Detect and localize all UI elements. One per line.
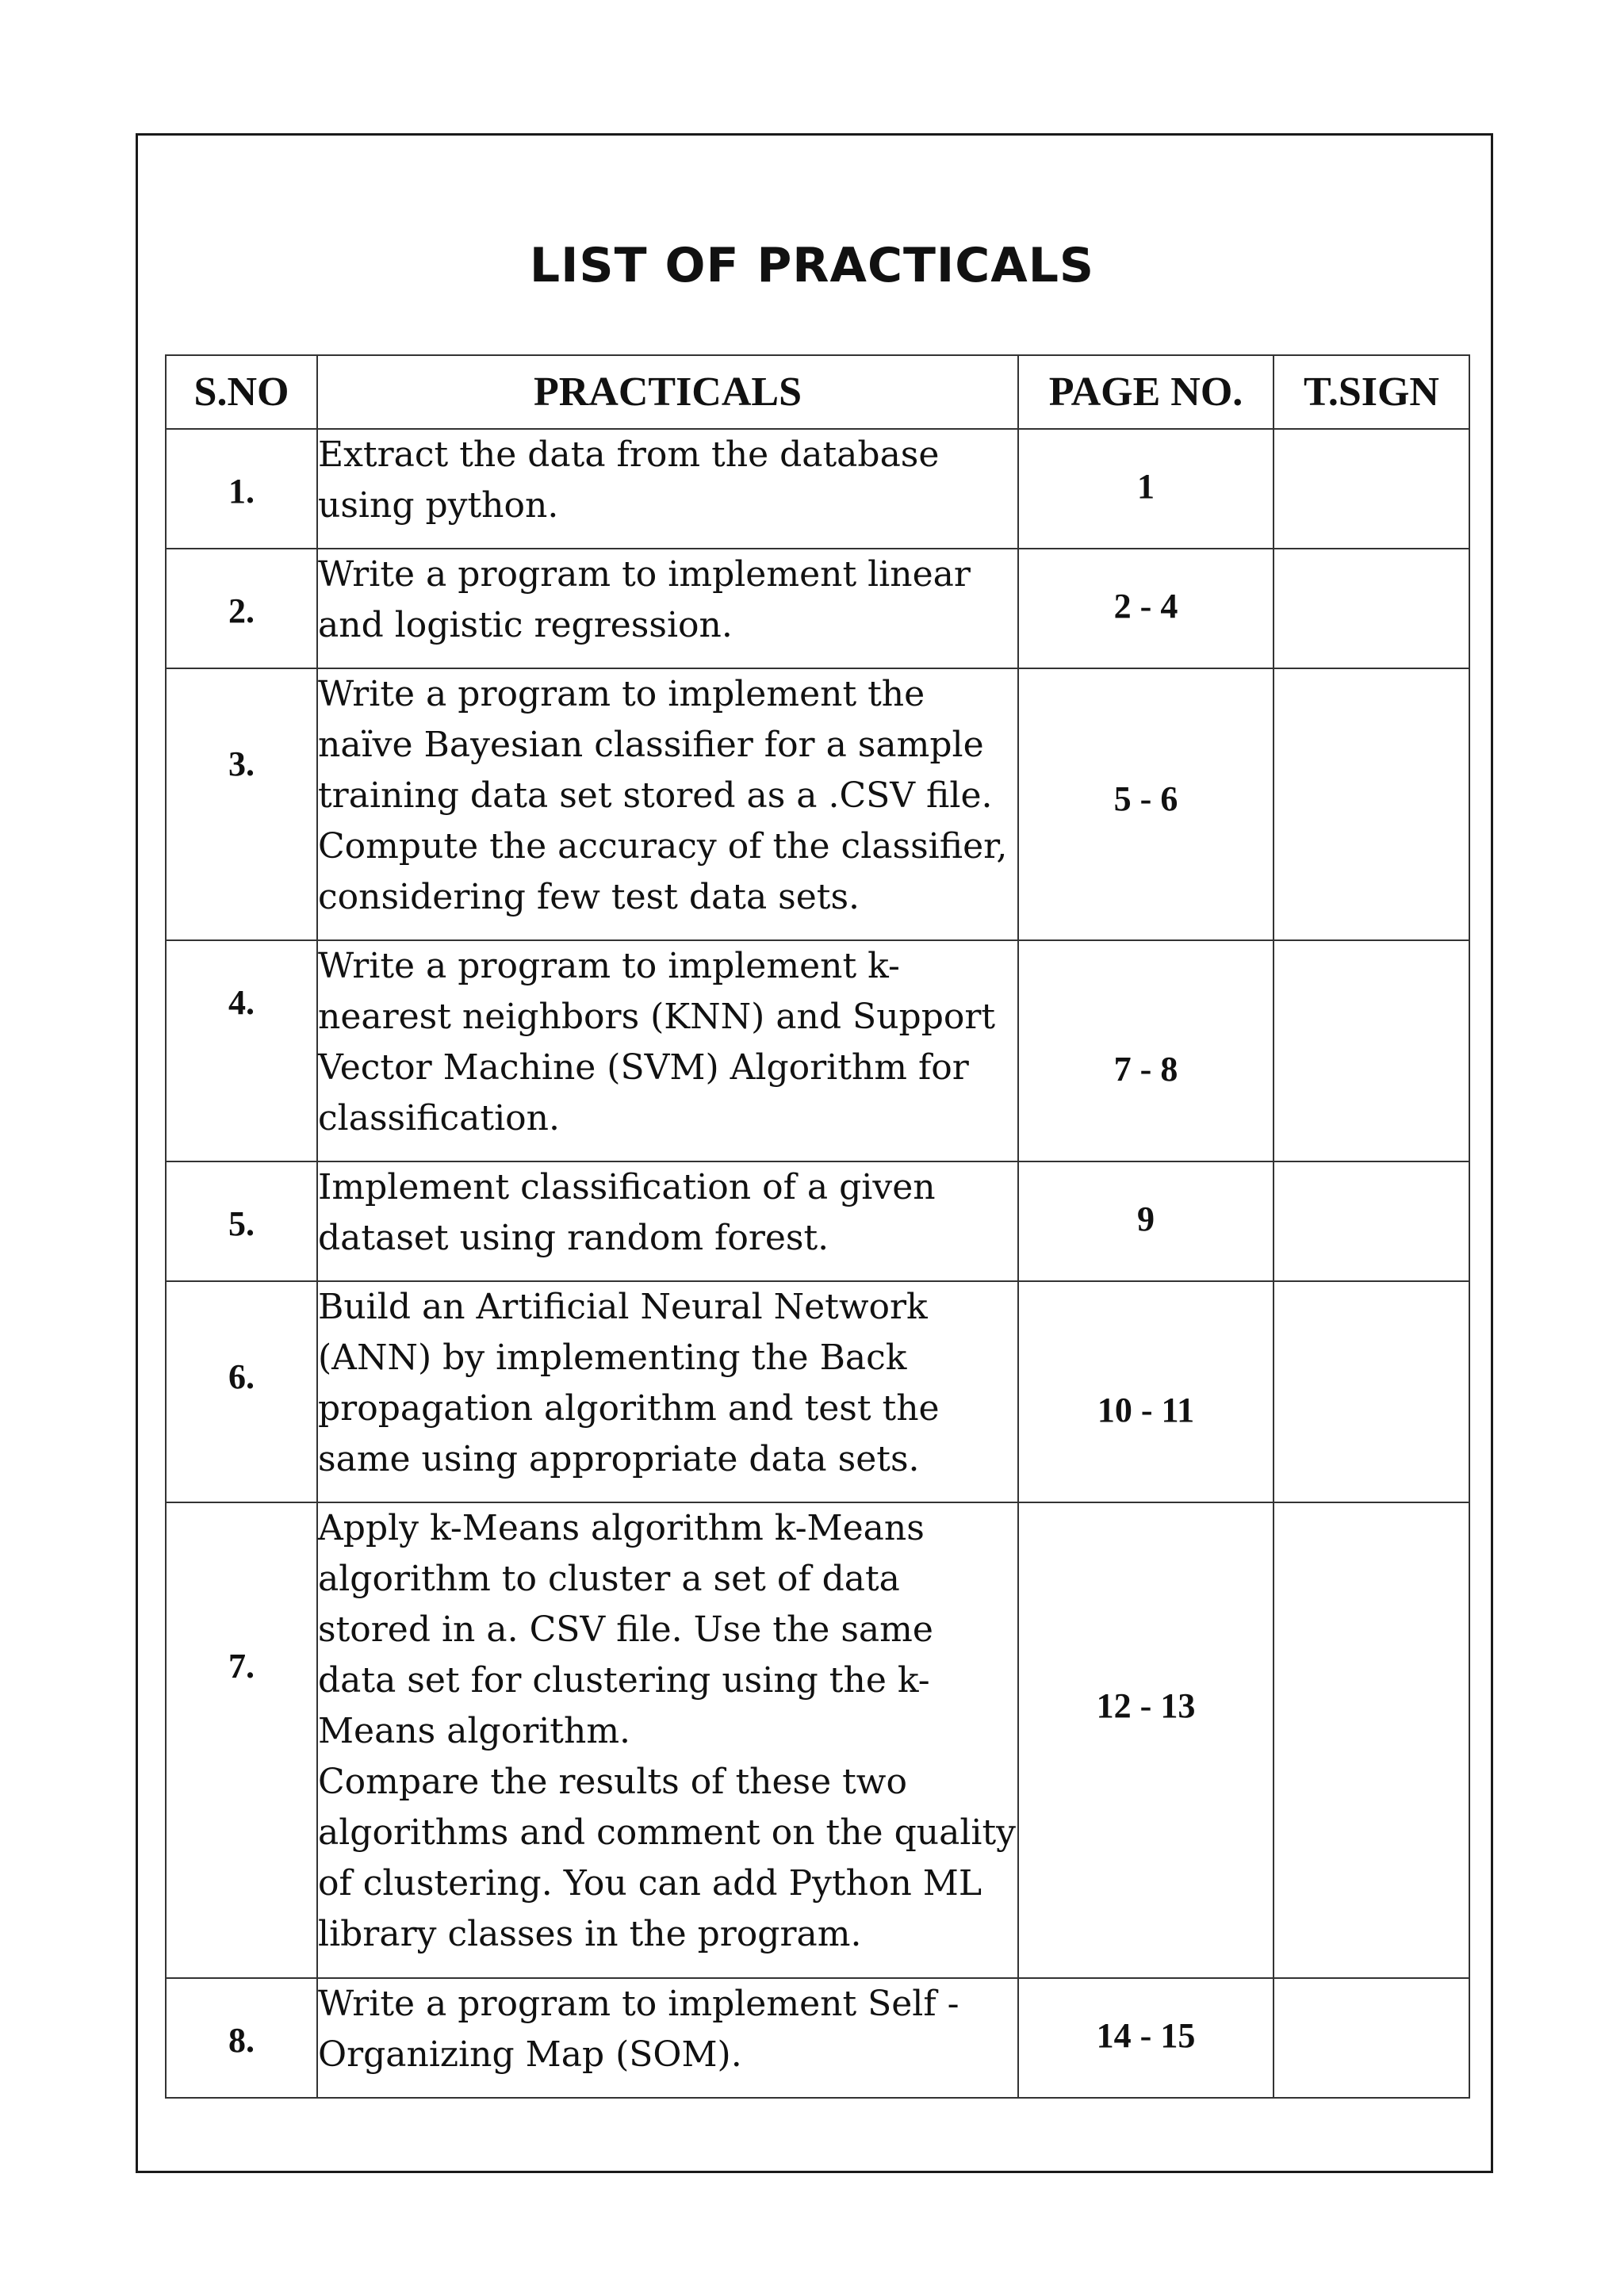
row-page: [1018, 549, 1274, 668]
row-page: [1018, 429, 1274, 549]
row-page: [1018, 1281, 1274, 1502]
row-page: [1018, 668, 1274, 940]
row-sno: [166, 1161, 317, 1281]
sno-text: 6.: [228, 1357, 255, 1396]
practicals-table: [165, 354, 1470, 2099]
table-header-row: [166, 355, 1469, 429]
page-text: 5 - 6: [1113, 779, 1178, 818]
row-sno: [166, 549, 317, 668]
sno-text: 4.: [228, 983, 255, 1022]
row-practical: Write a program to implement Self - Organizing Map (SOM).: [317, 1978, 1018, 2098]
row-sno: [166, 1281, 317, 1502]
sno-text: 5.: [228, 1204, 255, 1243]
row-sign: [1274, 940, 1469, 1161]
table-row: [166, 1161, 1469, 1281]
row-sno: [166, 668, 317, 940]
sno-text: 7.: [228, 1647, 255, 1686]
row-practical: Implement classification of a given dataset using random forest.: [317, 1161, 1018, 1281]
row-sno: [166, 1978, 317, 2098]
row-sno: [166, 429, 317, 549]
sno-text: 8.: [228, 2021, 255, 2060]
row-practical: Extract the data from the database using python.: [317, 429, 1018, 549]
row-sign: [1274, 549, 1469, 668]
table-row: [166, 940, 1469, 1161]
table-row: [166, 1281, 1469, 1502]
header-page-no: PAGE NO.: [1018, 355, 1274, 429]
sno-text: 1.: [228, 472, 255, 511]
row-sign: [1274, 668, 1469, 940]
row-sno: [166, 1502, 317, 1978]
page-text: 1: [1137, 467, 1155, 506]
table-row: [166, 1502, 1469, 1978]
sno-text: 2.: [228, 591, 255, 630]
row-practical: Write a program to implement k-nearest neighbors (KNN) and Support Vector Machine (SVM) Algorithm for classification.: [317, 940, 1018, 1161]
page-title: LIST OF PRACTICALS: [529, 238, 1095, 293]
row-page: [1018, 1502, 1274, 1978]
page-text: 7 - 8: [1113, 1050, 1178, 1089]
table-row: [166, 1978, 1469, 2098]
page-text: 12 - 13: [1096, 1686, 1196, 1725]
row-sign: [1274, 1161, 1469, 1281]
row-page: [1018, 1161, 1274, 1281]
sno-text: 3.: [228, 744, 255, 783]
table-row: [166, 429, 1469, 549]
row-sign: [1274, 1978, 1469, 2098]
page-text: 14 - 15: [1096, 2016, 1196, 2055]
row-practical: Apply k-Means algorithm k-Means algorithm to cluster a set of data stored in a. CSV file. Use the same data set for clustering using the k-Means algorithm. Compare the results of these two algorithms and comment on the quality of clustering. You can add Python ML library classes in the program.: [317, 1502, 1018, 1978]
page-text: 10 - 11: [1097, 1391, 1195, 1429]
row-sno: [166, 940, 317, 1161]
row-practical: Write a program to implement the naïve Bayesian classifier for a sample training data set stored as a .CSV file. Compute the accuracy of the classifier, considering few test data sets.: [317, 668, 1018, 940]
header-teacher-sign: T.SIGN: [1274, 355, 1469, 429]
page-text: 2 - 4: [1113, 587, 1178, 626]
table-row: [166, 549, 1469, 668]
table-row: [166, 668, 1469, 940]
row-sign: [1274, 429, 1469, 549]
row-page: [1018, 1978, 1274, 2098]
row-page: [1018, 940, 1274, 1161]
row-practical: Write a program to implement linear and logistic regression.: [317, 549, 1018, 668]
header-sno: S.NO: [166, 355, 317, 429]
row-sign: [1274, 1502, 1469, 1978]
page-text: 9: [1137, 1200, 1155, 1238]
row-practical: Build an Artificial Neural Network (ANN) by implementing the Back propagation algorithm and test the same using appropriate data sets.: [317, 1281, 1018, 1502]
row-sign: [1274, 1281, 1469, 1502]
header-practicals: PRACTICALS: [317, 355, 1018, 429]
